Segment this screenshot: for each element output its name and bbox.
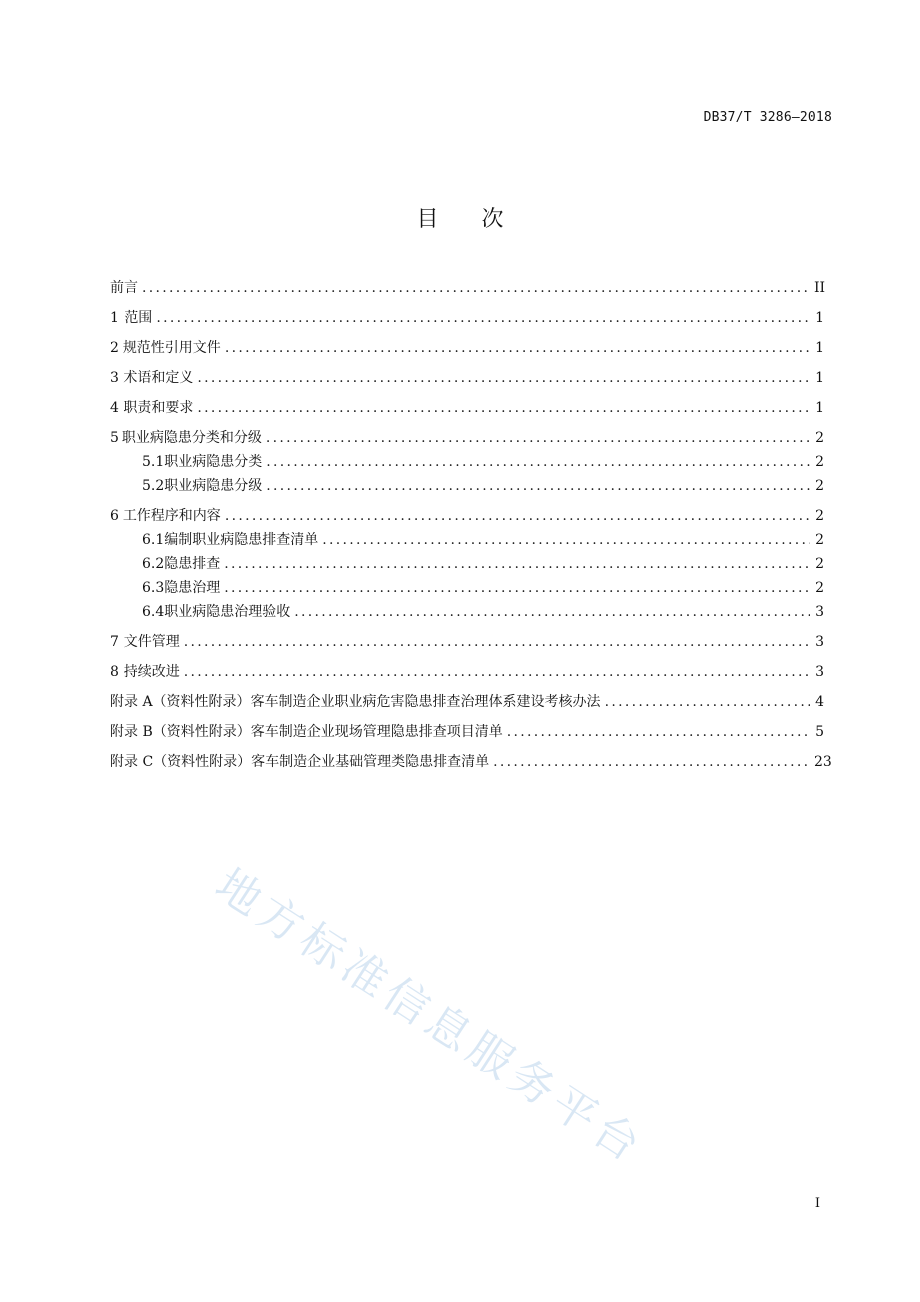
toc-number: 7	[110, 634, 119, 650]
toc-page: II	[814, 280, 826, 296]
toc-page: 2	[815, 532, 824, 548]
toc-label: 隐患治理	[164, 580, 221, 596]
toc-number: 附录 B（资料性附录）	[110, 724, 251, 740]
toc-entry-1[interactable]	[110, 306, 824, 330]
toc-label: 职业病隐患分级	[164, 478, 263, 494]
toc-label: 客车制造企业职业病危害隐患排查治理体系建设考核办法	[250, 694, 601, 710]
toc-label: 客车制造企业现场管理隐患排查项目清单	[250, 724, 503, 740]
toc-page: 2	[815, 556, 824, 572]
toc-entry-5-1[interactable]	[110, 450, 824, 474]
toc-entry-5-2[interactable]	[110, 474, 824, 498]
toc-entry-4[interactable]	[110, 396, 824, 420]
toc-entry-5[interactable]	[110, 426, 824, 450]
toc-entry-6-1[interactable]	[110, 528, 824, 552]
toc-entry-appendix-c[interactable]	[110, 750, 832, 774]
leader-dots	[266, 450, 810, 474]
toc-label: 职业病隐患治理验收	[164, 604, 291, 620]
toc-page: 5	[815, 724, 824, 740]
toc-page: 1	[815, 400, 824, 416]
toc-number: 3	[110, 370, 119, 386]
toc-entry-foreword[interactable]	[110, 276, 824, 300]
toc-label: 职业病隐患分类	[164, 454, 263, 470]
toc-page: 2	[815, 454, 824, 470]
toc-entry-8[interactable]	[110, 660, 824, 684]
toc-entry-appendix-b[interactable]	[110, 720, 824, 744]
toc-label: 职业病隐患分类和分级	[121, 430, 262, 446]
toc-entry-7[interactable]	[110, 630, 824, 654]
leader-dots	[322, 528, 810, 552]
toc-label: 编制职业病隐患排查清单	[164, 532, 319, 548]
toc-number: 附录 A（资料性附录）	[110, 694, 251, 710]
toc-label: 文件管理	[123, 634, 180, 650]
leader-dots	[507, 720, 810, 744]
toc-label: 持续改进	[123, 664, 180, 680]
toc-page: 1	[815, 310, 824, 326]
toc-number: 6	[110, 508, 119, 524]
doc-id: DB37/T 3286—2018	[703, 110, 832, 125]
leader-dots	[294, 600, 810, 624]
table-of-contents	[110, 276, 832, 774]
toc-number: 附录 C（资料性附录）	[110, 754, 252, 770]
toc-page: 2	[815, 580, 824, 596]
toc-label: 术语和定义	[123, 370, 194, 386]
toc-number: 6.3	[142, 580, 165, 596]
toc-entry-6-2[interactable]	[110, 552, 824, 576]
leader-dots	[225, 336, 810, 360]
toc-label: 职责和要求	[123, 400, 194, 416]
toc-label: 范围	[124, 310, 153, 326]
watermark: 地方标准信息服务平台	[206, 859, 654, 1175]
toc-page: 2	[815, 430, 824, 446]
toc-page: 23	[814, 754, 832, 770]
leader-dots	[142, 276, 810, 300]
toc-number: 4	[110, 400, 119, 416]
leader-dots	[605, 690, 810, 714]
toc-entry-6-3[interactable]	[110, 576, 824, 600]
toc-number: 5	[110, 430, 119, 446]
toc-entry-2[interactable]	[110, 336, 824, 360]
leader-dots	[197, 366, 810, 390]
toc-label: 客车制造企业基础管理类隐患排查清单	[251, 754, 490, 770]
toc-number: 6.2	[142, 556, 165, 572]
toc-page: 3	[815, 664, 824, 680]
page-title: 目 次	[416, 207, 522, 232]
toc-label: 规范性引用文件	[122, 340, 221, 356]
toc-page: 1	[815, 340, 824, 356]
leader-dots	[493, 750, 810, 774]
leader-dots	[225, 504, 810, 528]
toc-number: 6.1	[142, 532, 165, 548]
toc-page: 4	[815, 694, 824, 710]
toc-entry-6-4[interactable]	[110, 600, 824, 624]
toc-number: 5.1	[142, 454, 165, 470]
leader-dots	[224, 576, 810, 600]
toc-page: 3	[815, 604, 824, 620]
toc-entry-3[interactable]	[110, 366, 824, 390]
toc-label: 工作程序和内容	[122, 508, 221, 524]
toc-label: 前言	[110, 280, 138, 296]
leader-dots	[266, 474, 810, 498]
toc-page: 1	[815, 370, 824, 386]
toc-label: 隐患排查	[164, 556, 221, 572]
leader-dots	[184, 660, 810, 684]
toc-number: 6.4	[142, 604, 165, 620]
toc-number: 8	[110, 664, 119, 680]
footer-page-number: I	[814, 1196, 820, 1211]
toc-number: 2	[110, 340, 119, 356]
toc-entry-6[interactable]	[110, 504, 824, 528]
leader-dots	[197, 396, 810, 420]
leader-dots	[266, 426, 810, 450]
toc-number: 5.2	[142, 478, 165, 494]
toc-page: 2	[815, 478, 824, 494]
leader-dots	[224, 552, 810, 576]
leader-dots	[184, 630, 810, 654]
toc-number: 1	[110, 310, 119, 326]
toc-page: 3	[815, 634, 824, 650]
toc-entry-appendix-a[interactable]	[110, 690, 824, 714]
leader-dots	[156, 306, 810, 330]
toc-page: 2	[815, 508, 824, 524]
